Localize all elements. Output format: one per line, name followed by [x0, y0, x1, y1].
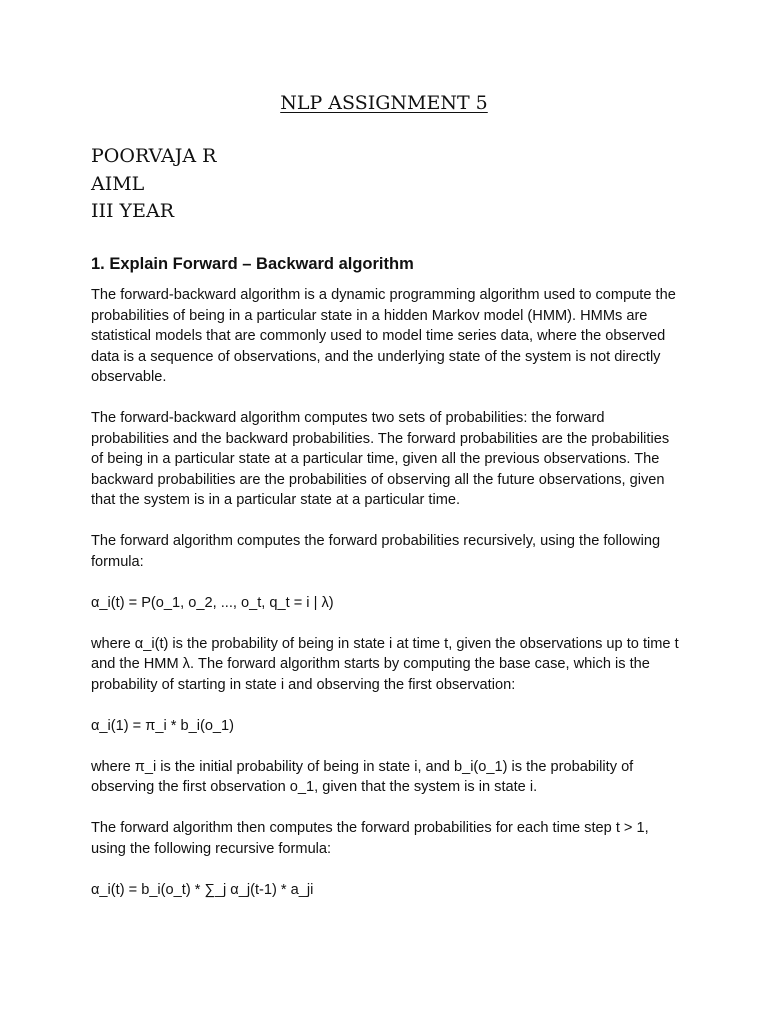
formula-forward-definition: α_i(t) = P(o_1, o_2, ..., o_t, q_t = i | λ) [91, 594, 334, 611]
page-title: NLP ASSIGNMENT 5 [280, 92, 488, 114]
formula-base-case: α_i(1) = π_i * b_i(o_1) [91, 717, 235, 734]
section-heading: 1. Explain Forward – Backward algorithm [91, 255, 414, 273]
paragraph-forward-base-case: where α_i(t) is the probability of being in state i at time t, given the observations up to time t and the HMM λ. The forward algorithm starts by computing the base case, which is the probability of starting in state i and observing the first observation: [91, 635, 679, 693]
paragraph-recursive-intro: The forward algorithm then computes the forward probabilities for each time step t > 1, using the following recursive formula: [91, 820, 649, 857]
author-name: POORVAJA R [91, 145, 217, 167]
document-body [91, 253, 683, 921]
author-department: AIML [91, 172, 145, 195]
paragraph-initial-probability: where π_i is the initial probability of being in state i, and b_i(o_1) is the probability of observing the first observation o_1, given that the system is in state i. [91, 758, 634, 795]
author-year: III YEAR [91, 200, 174, 222]
author-block [91, 143, 216, 226]
paragraph-forward-formula-intro: The forward algorithm computes the forward probabilities recursively, using the following formula: [91, 533, 661, 570]
formula-recursive: α_i(t) = b_i(o_t) * ∑_j α_j(t-1) * a_ji [91, 881, 314, 898]
paragraph-intro: The forward-backward algorithm is a dynamic programming algorithm used to compute the probabilities of being in a particular state in a hidden Markov model (HMM). HMMs are statistical models that are commonly used to model time series data, where the observed data is a sequence of observations, and the underlying state of the system is not directly observable. [91, 287, 676, 385]
paragraph-two-probabilities: The forward-backward algorithm computes two sets of probabilities: the forward probabilities and the backward probabilities. The forward probabilities are the probabilities of being in a particular state at a particular time, given all the previous observations. The backward probabilities are the probabilities of observing all the future observations, given that the system is in a particular state at a particular time. [91, 410, 670, 508]
